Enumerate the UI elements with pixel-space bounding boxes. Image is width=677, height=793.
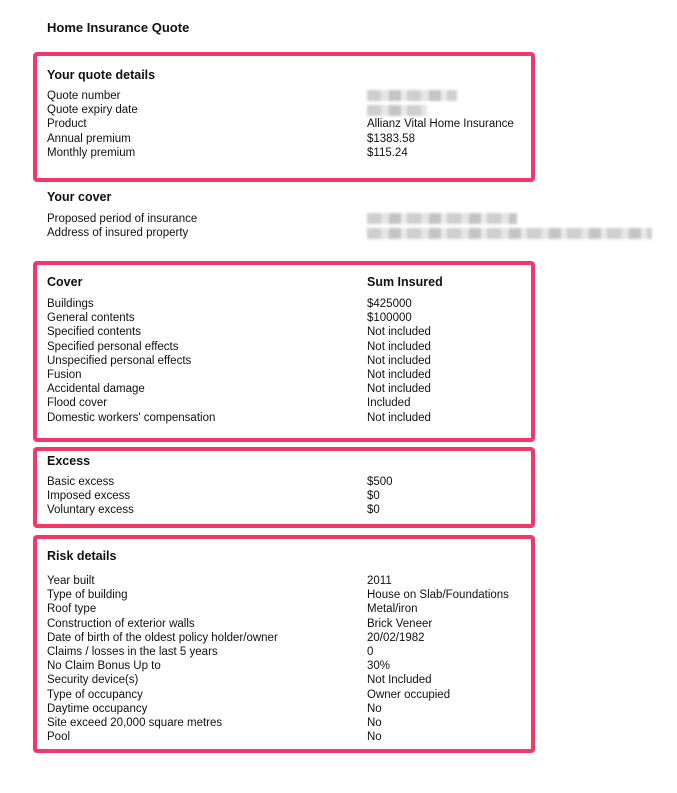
row-label: Daytime occupancy xyxy=(47,702,148,715)
row-label: Address of insured property xyxy=(47,227,189,240)
table-row xyxy=(47,475,531,489)
row-value: 0 xyxy=(367,645,374,658)
quote-expiry-redacted xyxy=(367,103,427,117)
risk-details-box xyxy=(33,535,535,753)
quote-expiry-row xyxy=(47,103,531,117)
row-value: Not included xyxy=(367,383,431,396)
row-label: Monthly premium xyxy=(47,146,136,159)
table-row xyxy=(47,659,531,673)
table-row xyxy=(47,489,531,503)
table-row xyxy=(47,730,531,744)
row-label: Basic excess xyxy=(47,476,115,488)
table-row xyxy=(47,311,531,325)
table-row xyxy=(47,702,531,716)
row-label: Construction of exterior walls xyxy=(47,617,195,630)
row-label: Voluntary excess xyxy=(47,504,134,517)
table-row xyxy=(47,617,531,631)
row-value: Not included xyxy=(367,411,431,424)
table-row xyxy=(47,354,531,368)
row-value: No xyxy=(367,731,382,744)
table-row xyxy=(47,574,531,588)
row-label: No Claim Bonus Up to xyxy=(47,660,161,673)
excess-box xyxy=(33,447,535,528)
risk-details-heading: Risk details xyxy=(47,549,117,563)
row-value: $100000 xyxy=(367,312,412,325)
row-label: Security device(s) xyxy=(47,674,139,687)
row-label: Type of occupancy xyxy=(47,688,143,701)
row-value: No xyxy=(367,702,382,715)
row-label: Unspecified personal effects xyxy=(47,354,192,367)
row-label: Quote expiry date xyxy=(47,104,138,117)
row-value: House on Slab/Foundations xyxy=(367,589,509,602)
period-redacted xyxy=(367,212,517,226)
table-row xyxy=(47,645,531,659)
row-value: 30% xyxy=(367,660,391,673)
address-row xyxy=(47,226,657,240)
table-row xyxy=(47,368,531,382)
row-value: Metal/iron xyxy=(367,603,418,616)
table-row xyxy=(47,297,531,311)
address-redacted xyxy=(367,226,652,240)
row-value: Owner occupied xyxy=(367,688,451,701)
row-label: Accidental damage xyxy=(47,383,145,396)
row-value: Included xyxy=(367,397,411,410)
period-of-insurance-row xyxy=(47,212,657,226)
table-row xyxy=(47,396,531,410)
row-value: 2011 xyxy=(367,575,392,587)
row-value: Allianz Vital Home Insurance xyxy=(367,118,514,131)
row-label: Domestic workers' compensation xyxy=(47,411,216,424)
excess-heading: Excess xyxy=(47,454,91,468)
row-label: Imposed excess xyxy=(47,490,131,503)
row-label: Product xyxy=(47,118,87,131)
row-value: Not Included xyxy=(367,674,432,687)
row-value: $425000 xyxy=(367,298,412,310)
row-value: Not included xyxy=(367,340,431,353)
annual-premium-row xyxy=(47,132,531,146)
cover-header-row xyxy=(47,275,531,290)
row-label: Claims / losses in the last 5 years xyxy=(47,645,218,658)
cover-box xyxy=(33,261,535,442)
table-row xyxy=(47,673,531,687)
row-value: $0 xyxy=(367,490,380,503)
row-label: Buildings xyxy=(47,298,94,310)
table-row xyxy=(47,411,531,425)
monthly-premium-row xyxy=(47,146,531,160)
table-row xyxy=(47,588,531,602)
row-value: Not included xyxy=(367,354,431,367)
row-label: Specified personal effects xyxy=(47,340,179,353)
row-label: Date of birth of the oldest policy holder/owner xyxy=(47,631,278,644)
document-title: Home Insurance Quote xyxy=(47,20,190,35)
your-cover-section xyxy=(47,190,657,240)
row-label: Fusion xyxy=(47,368,82,381)
cover-heading: Cover xyxy=(47,275,83,289)
row-label: Quote number xyxy=(47,90,121,102)
row-value: $115.24 xyxy=(367,146,408,159)
row-value: Not included xyxy=(367,326,431,339)
row-value: No xyxy=(367,716,382,729)
row-label: Site exceed 20,000 square metres xyxy=(47,716,223,729)
table-row xyxy=(47,688,531,702)
row-value: $1383.58 xyxy=(367,132,415,145)
row-label: Specified contents xyxy=(47,326,141,339)
table-row xyxy=(47,602,531,616)
row-label: Proposed period of insurance xyxy=(47,213,198,225)
row-label: General contents xyxy=(47,312,135,325)
your-cover-heading: Your cover xyxy=(47,190,112,204)
table-row xyxy=(47,631,531,645)
row-value: Brick Veneer xyxy=(367,617,433,630)
sum-insured-heading: Sum Insured xyxy=(367,275,443,289)
quote-number-row xyxy=(47,89,531,103)
quote-number-redacted xyxy=(367,89,457,103)
row-label: Type of building xyxy=(47,589,128,602)
row-value: $500 xyxy=(367,476,393,488)
row-label: Year built xyxy=(47,575,95,587)
table-row xyxy=(47,325,531,339)
table-row xyxy=(47,340,531,354)
row-value: Not included xyxy=(367,368,431,381)
table-row xyxy=(47,716,531,730)
row-label: Roof type xyxy=(47,603,97,616)
table-row xyxy=(47,503,531,517)
row-value: 20/02/1982 xyxy=(367,631,425,644)
quote-details-box xyxy=(33,52,535,182)
quote-details-heading: Your quote details xyxy=(47,68,156,82)
row-label: Pool xyxy=(47,731,71,744)
row-label: Annual premium xyxy=(47,132,131,145)
row-value: $0 xyxy=(367,504,380,517)
row-label: Flood cover xyxy=(47,397,108,410)
product-row xyxy=(47,117,531,131)
table-row xyxy=(47,382,531,396)
